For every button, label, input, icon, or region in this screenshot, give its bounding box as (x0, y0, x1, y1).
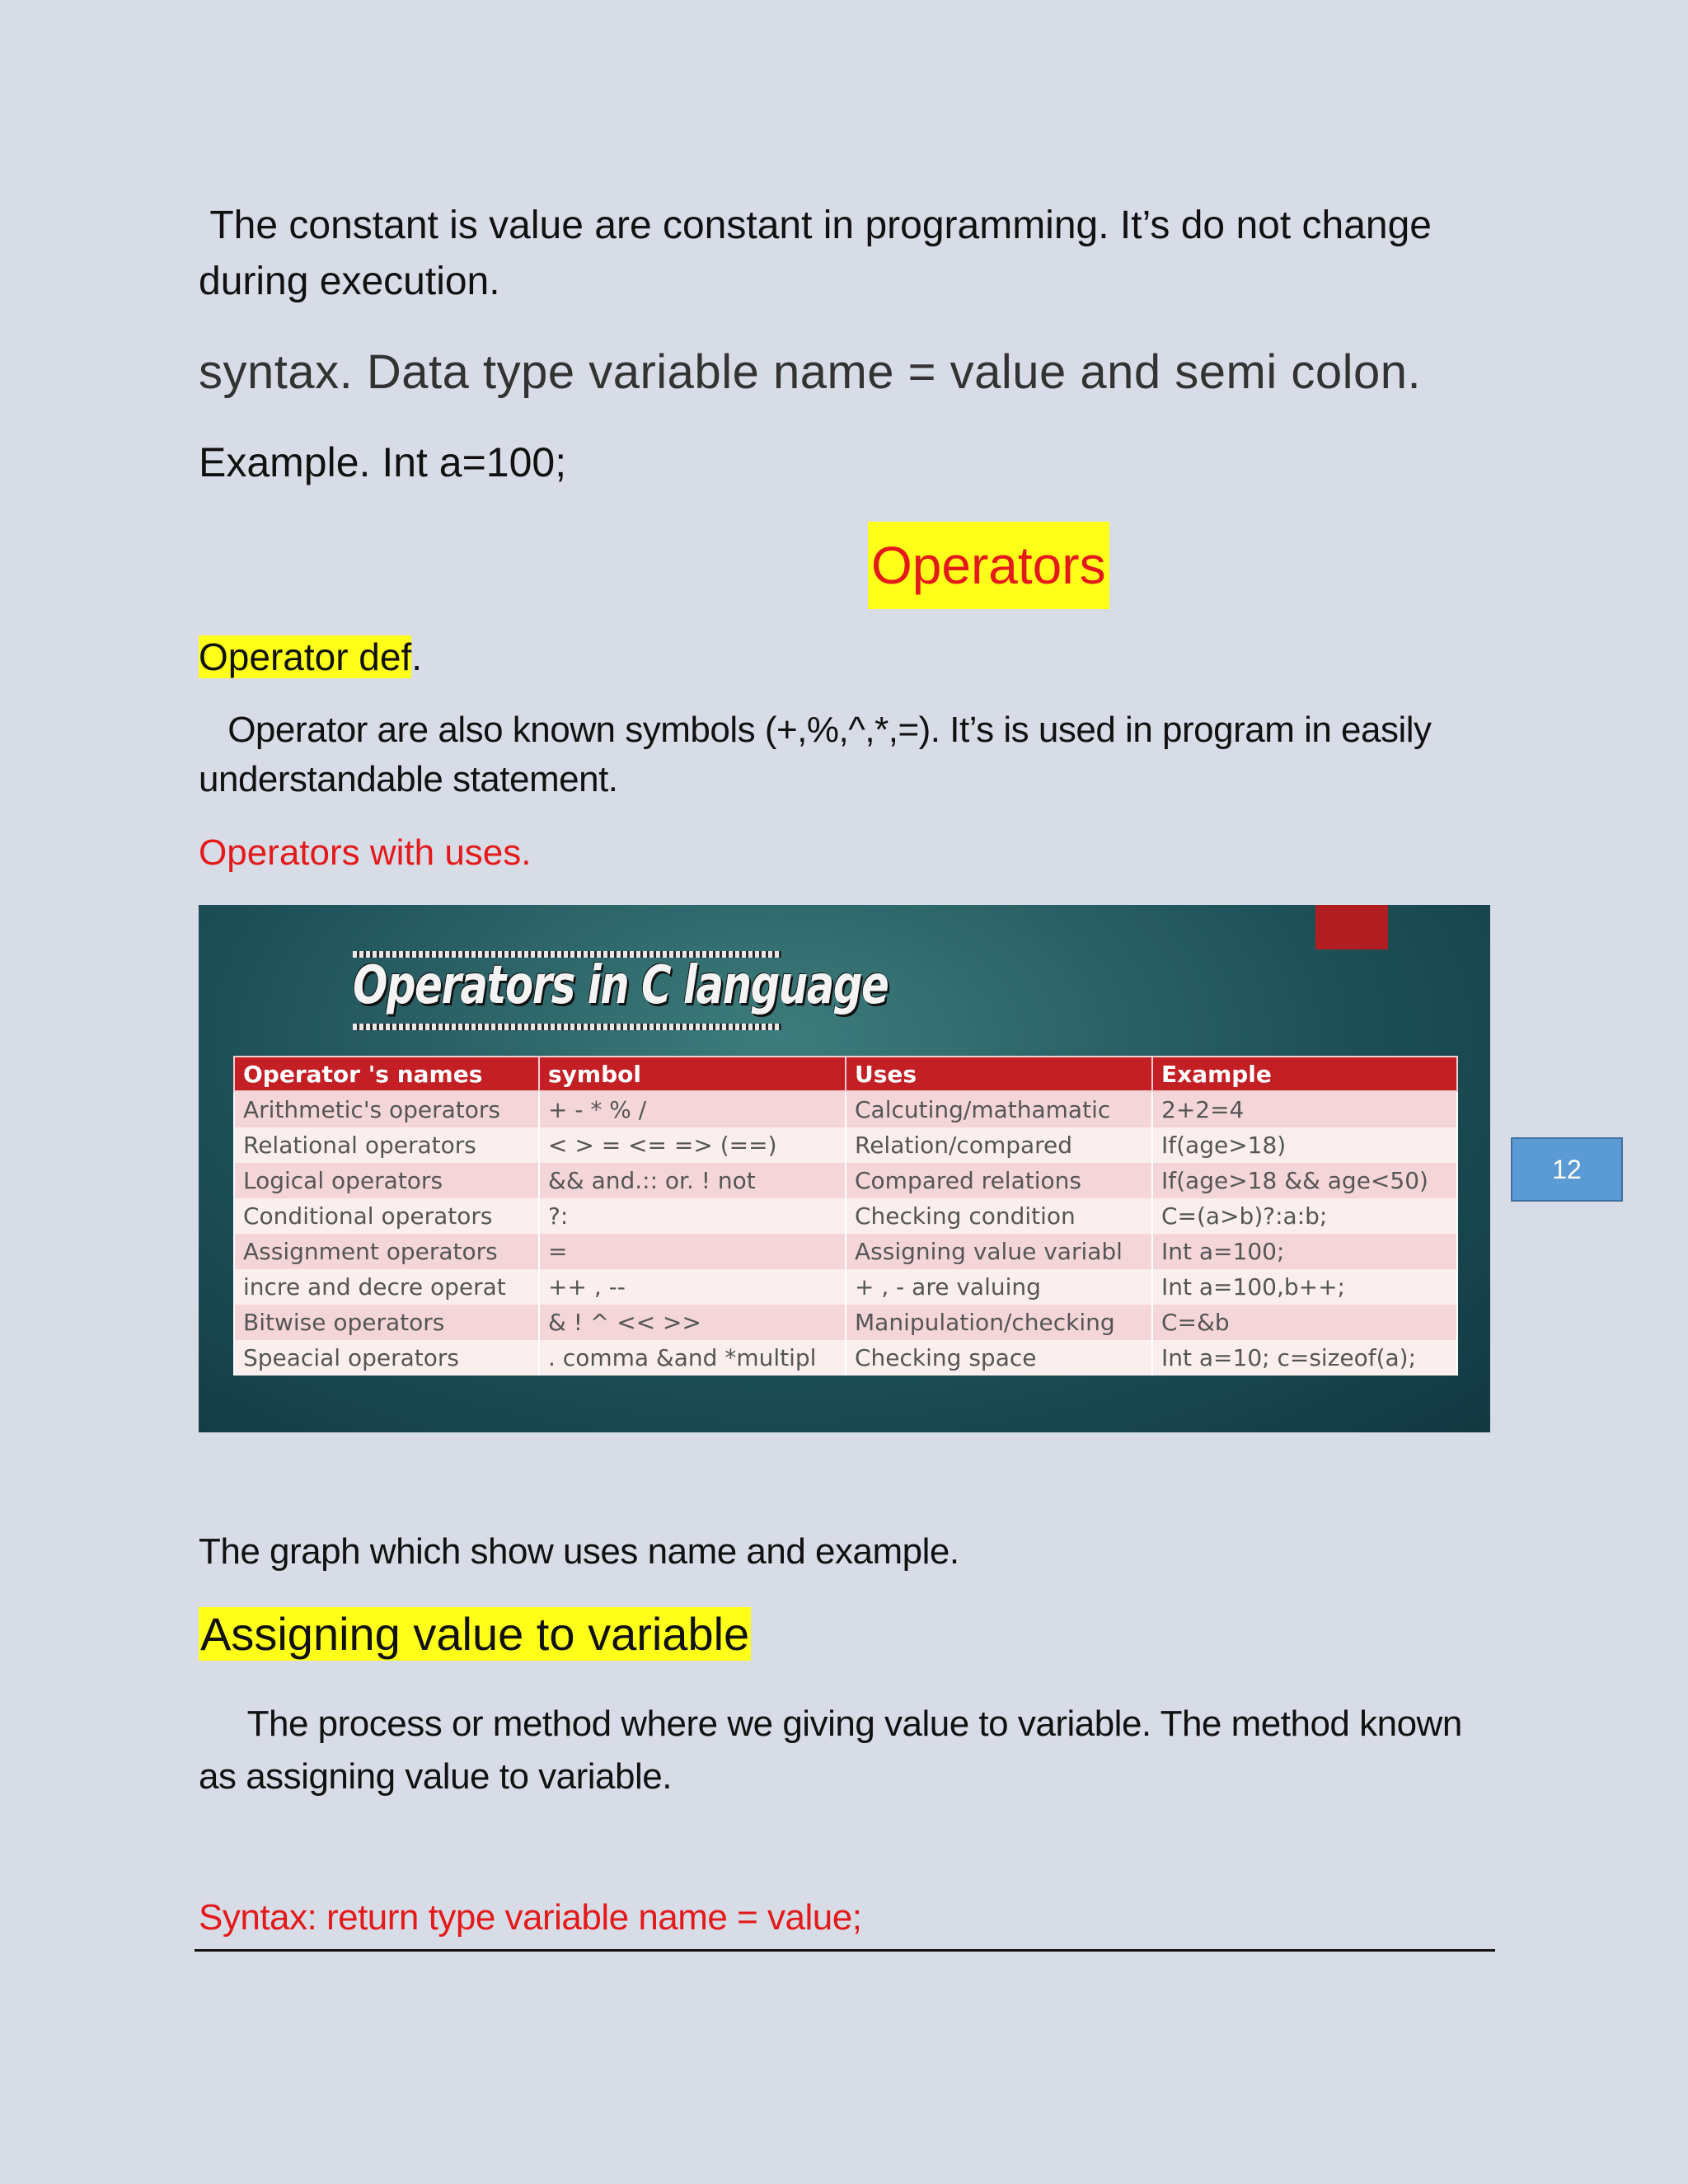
table-row (234, 1091, 1457, 1127)
cell-example: 2+2=4 (1152, 1091, 1457, 1127)
table-row (234, 1269, 1457, 1305)
operator-description (199, 705, 1451, 804)
syntax-line: syntax. Data type variable name = value and semi colon. (199, 345, 1422, 399)
operator-description-text: Operator are also known symbols (+,%,^,*,=). It’s is used in program in easily understandable statement. (199, 710, 1432, 799)
header-example: Example (1152, 1057, 1457, 1091)
intro-paragraph (199, 198, 1451, 310)
assigning-heading: Assigning value to variable (200, 1608, 750, 1660)
table-row (234, 1198, 1457, 1234)
cell-name: Arithmetic's operators (234, 1091, 539, 1127)
table-row (234, 1340, 1457, 1376)
graph-caption: The graph which show uses name and example. (199, 1531, 959, 1572)
cell-example: C=&b (1152, 1305, 1457, 1340)
cell-symbol: & ! ^ << >> (539, 1305, 846, 1340)
assigning-description (199, 1698, 1501, 1803)
cell-symbol: . comma &and *multipl (539, 1340, 846, 1376)
assigning-description-text: The process or method where we giving value to variable. The method known as assigning value to variable. (199, 1704, 1462, 1797)
slide-title-border-bottom (353, 1024, 781, 1030)
table-row (234, 1163, 1457, 1198)
cell-uses: Checking space (846, 1340, 1152, 1376)
table-header-row (234, 1057, 1457, 1091)
intro-text: The constant is value are constant in programming. It’s do not change during execution. (199, 204, 1432, 303)
table-row (234, 1234, 1457, 1269)
cell-name: incre and decre operat (234, 1269, 539, 1305)
cell-example: C=(a>b)?:a:b; (1152, 1198, 1457, 1234)
cell-example: Int a=100,b++; (1152, 1269, 1457, 1305)
cell-symbol: + - * % / (539, 1091, 846, 1127)
cell-name: Logical operators (234, 1163, 539, 1198)
cell-name: Assignment operators (234, 1234, 539, 1269)
table-row (234, 1127, 1457, 1163)
example-line: Example. Int a=100; (199, 439, 567, 485)
cell-symbol: < > = <= => (==) (539, 1127, 846, 1163)
page-number: 12 (1511, 1137, 1623, 1202)
cell-symbol: = (539, 1234, 846, 1269)
slide-title: Operators in C language (353, 955, 889, 1016)
cell-name: Relational operators (234, 1127, 539, 1163)
operators-slide-image (199, 905, 1490, 1432)
header-operator-names: Operator 's names (234, 1057, 539, 1091)
cell-example: Int a=100; (1152, 1234, 1457, 1269)
operator-def-line (199, 635, 422, 679)
header-uses: Uses (846, 1057, 1152, 1091)
cell-symbol: ++ , -- (539, 1269, 846, 1305)
operator-def-label: Operator def (199, 635, 412, 678)
cell-uses: + , - are valuing (846, 1269, 1152, 1305)
cell-uses: Assigning value variabl (846, 1234, 1152, 1269)
cell-example: If(age>18 && age<50) (1152, 1163, 1457, 1198)
horizontal-rule (195, 1949, 1495, 1952)
cell-uses: Calcuting/mathamatic (846, 1091, 1152, 1127)
table-row (234, 1305, 1457, 1340)
cell-symbol: ?: (539, 1198, 846, 1234)
cell-uses: Manipulation/checking (846, 1305, 1152, 1340)
slide-corner-decoration (1315, 905, 1388, 949)
cell-name: Speacial operators (234, 1340, 539, 1376)
cell-symbol: && and.:: or. ! not (539, 1163, 846, 1198)
cell-example: Int a=10; c=sizeof(a); (1152, 1340, 1457, 1376)
cell-uses: Compared relations (846, 1163, 1152, 1198)
syntax-return-type-line: Syntax: return type variable name = value; (199, 1897, 862, 1938)
header-symbol: symbol (539, 1057, 846, 1091)
operators-heading: Operators (868, 522, 1109, 609)
cell-name: Conditional operators (234, 1198, 539, 1234)
operator-def-suffix: . (411, 635, 423, 678)
operators-with-uses-heading: Operators with uses. (199, 832, 532, 873)
cell-name: Bitwise operators (234, 1305, 539, 1340)
operators-table (233, 1056, 1458, 1376)
cell-example: If(age>18) (1152, 1127, 1457, 1163)
cell-uses: Relation/compared (846, 1127, 1152, 1163)
cell-uses: Checking condition (846, 1198, 1152, 1234)
